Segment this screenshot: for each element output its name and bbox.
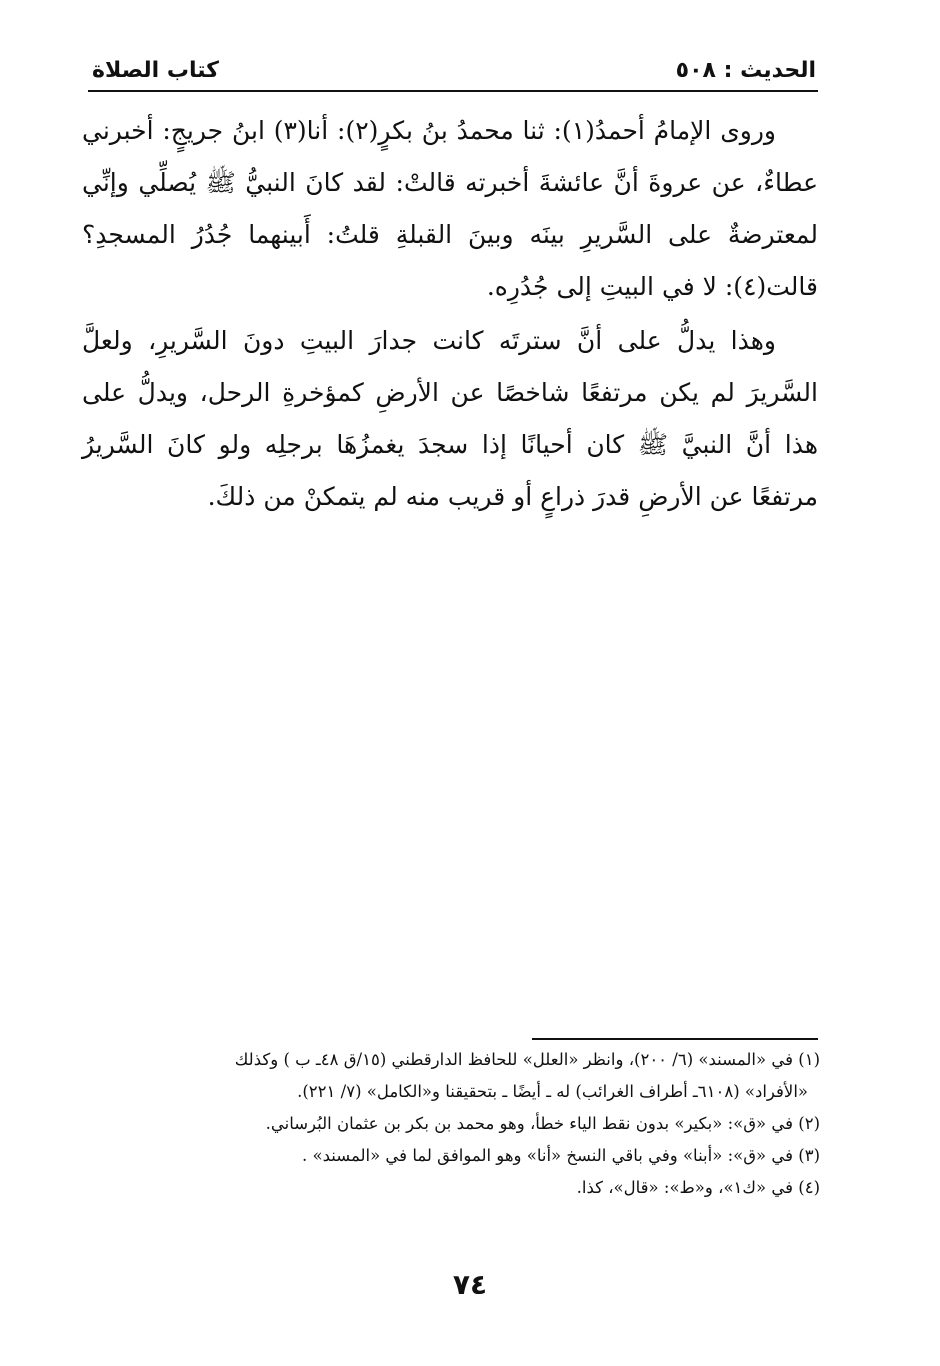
footnotes: [84, 1044, 820, 1204]
header-divider: [88, 90, 818, 92]
footnote: (١) في «المسند» (٦/ ٢٠٠)، وانظر «العلل» للحافظ الدارقطني (١٥/ق ٤٨ـ ب ) وكذلك: [234, 1050, 820, 1069]
footnote: (٣) في «ق»: «أبنا» وفي باقي النسخ «أنا» وهو الموافق لما في «المسند» .: [302, 1146, 820, 1165]
footnote: (٢) في «ق»: «بكير» بدون نقط الياء خطأ، وهو محمد بن بكر بن عثمان البُرساني.: [265, 1114, 820, 1133]
footnote: (٤) في «ك١»، و«ط»: «قال»، كذا.: [576, 1178, 820, 1197]
footnote-continuation: «الأفراد» (٦١٠٨ـ أطراف الغرائب) له ـ أيضًا ـ بتحقيقنا و«الكامل» (٧/ ٢٢١).: [297, 1082, 808, 1101]
chapter-title: كتاب الصلاة: [92, 58, 219, 83]
paragraph: [82, 105, 818, 313]
hadith-number: الحديث : ٥٠٨: [675, 58, 816, 83]
page-number: ٧٤: [452, 1268, 488, 1301]
main-text: [82, 105, 818, 523]
paragraph-text: وهذا يدلُّ على أنَّ سترتَه كانت جدارَ البيتِ دونَ السَّريرِ، ولعلَّ السَّريرَ لم يكن مرتفعًا شاخصًا عن الأرضِ كمؤخرةِ الرحل، ويدلُّ على هذا أنَّ النبيَّ ﷺ كان أحيانًا إذا سجدَ يغمزُهَا برجلِه ولو كانَ السَّريرُ مرتفعًا عن الأرضِ قدرَ ذراعٍ أو قريب منه لم يتمكنْ من ذلكَ.: [82, 326, 818, 511]
footnote-divider: [532, 1038, 818, 1040]
paragraph-text: وروى الإمامُ أحمدُ(١): ثنا محمدُ بنُ بكرٍ(٢): أنا(٣) ابنُ جريجٍ: أخبرني عطاءٌ، عن عروةَ أنَّ عائشةَ أخبرته قالتْ: لقد كانَ النبيُّ ﷺ يُصلِّي وإنِّي لمعترضةٌ على السَّريرِ بينَه وبينَ القبلةِ قلتُ: أَبينهما جُدُرُ المسجدِ؟ قالت(٤): لا في البيتِ إلى جُدُرِه.: [82, 116, 818, 301]
running-header: [92, 50, 816, 90]
paragraph: [82, 315, 818, 523]
